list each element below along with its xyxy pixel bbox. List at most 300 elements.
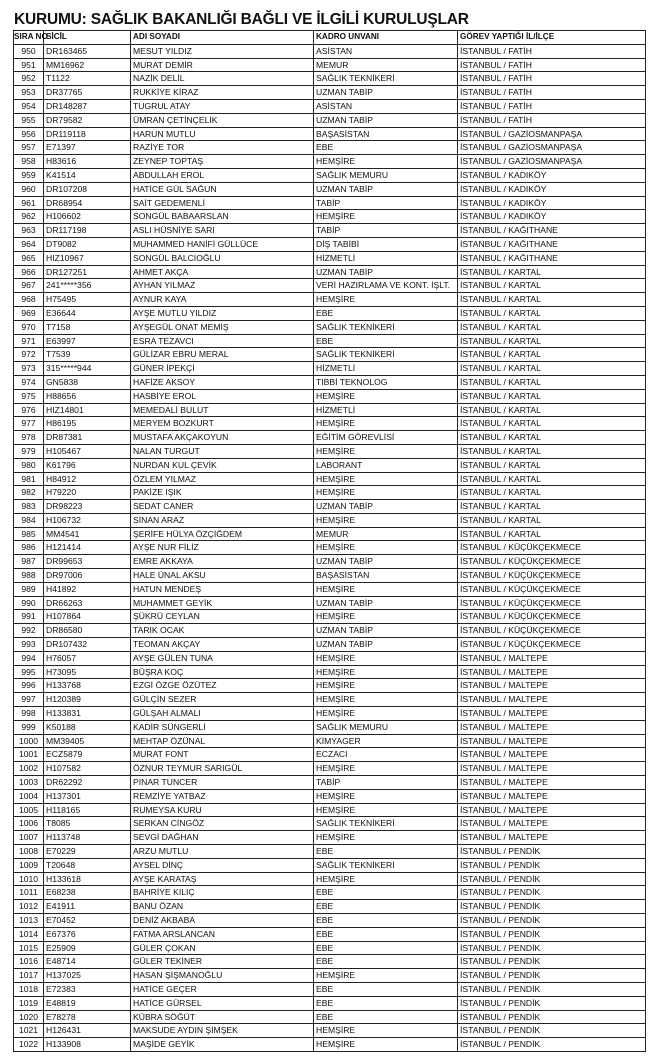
cell-sicil: DR148287 <box>44 99 131 113</box>
cell-sicil: H121414 <box>44 541 131 555</box>
cell-gorev-yeri: İSTANBUL / KÜÇÜKÇEKMECE <box>458 582 646 596</box>
cell-gorev-yeri: İSTANBUL / KARTAL <box>458 265 646 279</box>
cell-sira-no: 995 <box>14 665 44 679</box>
cell-kadro-unvani: BAŞASİSTAN <box>314 127 458 141</box>
table-row <box>14 265 646 279</box>
cell-sicil: E67376 <box>44 927 131 941</box>
cell-adi-soyadi: BANU ÖZAN <box>131 900 314 914</box>
cell-sicil: H120389 <box>44 693 131 707</box>
table-row <box>14 444 646 458</box>
cell-sicil: DR99653 <box>44 555 131 569</box>
cell-gorev-yeri: İSTANBUL / FATİH <box>458 72 646 86</box>
table-row <box>14 210 646 224</box>
cell-adi-soyadi: MESUT YILDIZ <box>131 44 314 58</box>
cell-adi-soyadi: MAŞİDE GEYİK <box>131 1038 314 1052</box>
cell-gorev-yeri: İSTANBUL / PENDİK <box>458 858 646 872</box>
cell-kadro-unvani: MEMUR <box>314 58 458 72</box>
cell-adi-soyadi: PINAR TUNCER <box>131 776 314 790</box>
cell-sira-no: 980 <box>14 458 44 472</box>
cell-sicil: H133831 <box>44 707 131 721</box>
cell-adi-soyadi: KÜBRA SÖĞÜT <box>131 1010 314 1024</box>
cell-adi-soyadi: TEOMAN AKÇAY <box>131 638 314 652</box>
cell-sicil: 315*****944 <box>44 362 131 376</box>
cell-adi-soyadi: SAİT GEDEMENLİ <box>131 196 314 210</box>
cell-gorev-yeri: İSTANBUL / FATİH <box>458 44 646 58</box>
table-row <box>14 168 646 182</box>
cell-gorev-yeri: İSTANBUL / KARTAL <box>458 472 646 486</box>
cell-adi-soyadi: HATİCE GEÇER <box>131 982 314 996</box>
header-sira-no: SIRA NO <box>14 31 44 45</box>
cell-kadro-unvani: SAĞLIK TEKNİKERİ <box>314 858 458 872</box>
cell-gorev-yeri: İSTANBUL / MALTEPE <box>458 707 646 721</box>
cell-sira-no: 955 <box>14 113 44 127</box>
cell-sicil: H41892 <box>44 582 131 596</box>
table-row <box>14 872 646 886</box>
cell-adi-soyadi: RUMEYSA KURU <box>131 803 314 817</box>
cell-sira-no: 976 <box>14 403 44 417</box>
cell-sira-no: 973 <box>14 362 44 376</box>
cell-adi-soyadi: BAHRİYE KILIÇ <box>131 886 314 900</box>
cell-gorev-yeri: İSTANBUL / PENDİK <box>458 969 646 983</box>
cell-gorev-yeri: İSTANBUL / PENDİK <box>458 982 646 996</box>
table-row <box>14 969 646 983</box>
cell-kadro-unvani: KİMYAGER <box>314 734 458 748</box>
cell-kadro-unvani: EBE <box>314 886 458 900</box>
cell-sicil: DR66263 <box>44 596 131 610</box>
cell-sicil: E41911 <box>44 900 131 914</box>
cell-sicil: ECZ5879 <box>44 748 131 762</box>
cell-gorev-yeri: İSTANBUL / PENDİK <box>458 845 646 859</box>
cell-gorev-yeri: İSTANBUL / KARTAL <box>458 513 646 527</box>
cell-kadro-unvani: EBE <box>314 1010 458 1024</box>
cell-kadro-unvani: HEMŞİRE <box>314 693 458 707</box>
cell-kadro-unvani: ASİSTAN <box>314 44 458 58</box>
table-row <box>14 182 646 196</box>
cell-sicil: DR163465 <box>44 44 131 58</box>
cell-gorev-yeri: İSTANBUL / KARTAL <box>458 389 646 403</box>
cell-sira-no: 968 <box>14 293 44 307</box>
cell-sicil: E25909 <box>44 941 131 955</box>
cell-sicil: 241*****356 <box>44 279 131 293</box>
cell-sira-no: 1010 <box>14 872 44 886</box>
cell-adi-soyadi: HASBİYE EROL <box>131 389 314 403</box>
cell-sira-no: 1022 <box>14 1038 44 1052</box>
cell-sicil: DR117198 <box>44 224 131 238</box>
table-row <box>14 582 646 596</box>
cell-sicil: K50188 <box>44 720 131 734</box>
cell-adi-soyadi: SEVGİ DAĞHAN <box>131 831 314 845</box>
cell-kadro-unvani: UZMAN TABİP <box>314 624 458 638</box>
cell-kadro-unvani: HEMŞİRE <box>314 210 458 224</box>
cell-sicil: E68238 <box>44 886 131 900</box>
table-row <box>14 638 646 652</box>
cell-kadro-unvani: SAĞLIK TEKNİKERİ <box>314 320 458 334</box>
cell-adi-soyadi: HARUN MUTLU <box>131 127 314 141</box>
cell-kadro-unvani: HEMŞİRE <box>314 472 458 486</box>
cell-kadro-unvani: HEMŞİRE <box>314 389 458 403</box>
table-row <box>14 555 646 569</box>
cell-sicil: H75495 <box>44 293 131 307</box>
table-row <box>14 99 646 113</box>
cell-gorev-yeri: İSTANBUL / KÜÇÜKÇEKMECE <box>458 610 646 624</box>
cell-sicil: DR68954 <box>44 196 131 210</box>
cell-sira-no: 950 <box>14 44 44 58</box>
table-row <box>14 624 646 638</box>
cell-sicil: T7158 <box>44 320 131 334</box>
cell-gorev-yeri: İSTANBUL / KADIKÖY <box>458 168 646 182</box>
cell-kadro-unvani: HEMŞİRE <box>314 679 458 693</box>
cell-gorev-yeri: İSTANBUL / KARTAL <box>458 403 646 417</box>
cell-adi-soyadi: KADİR SÜNGERLİ <box>131 720 314 734</box>
table-row <box>14 941 646 955</box>
table-row <box>14 58 646 72</box>
cell-sira-no: 964 <box>14 237 44 251</box>
cell-adi-soyadi: ZEYNEP TOPTAŞ <box>131 155 314 169</box>
cell-kadro-unvani: HEMŞİRE <box>314 831 458 845</box>
cell-sira-no: 1017 <box>14 969 44 983</box>
cell-kadro-unvani: HEMŞİRE <box>314 969 458 983</box>
cell-gorev-yeri: İSTANBUL / KARTAL <box>458 458 646 472</box>
cell-sira-no: 1016 <box>14 955 44 969</box>
cell-kadro-unvani: HEMŞİRE <box>314 513 458 527</box>
table-row <box>14 927 646 941</box>
table-row <box>14 431 646 445</box>
cell-sicil: DR86580 <box>44 624 131 638</box>
cell-adi-soyadi: GÜLİZAR EBRU MERAL <box>131 348 314 362</box>
cell-gorev-yeri: İSTANBUL / KARTAL <box>458 306 646 320</box>
cell-gorev-yeri: İSTANBUL / FATİH <box>458 86 646 100</box>
cell-adi-soyadi: MURAT DEMİR <box>131 58 314 72</box>
cell-kadro-unvani: UZMAN TABİP <box>314 113 458 127</box>
cell-adi-soyadi: TARIK OCAK <box>131 624 314 638</box>
cell-adi-soyadi: HATİCE GÜRSEL <box>131 996 314 1010</box>
cell-adi-soyadi: SONGÜL BALCIOĞLU <box>131 251 314 265</box>
cell-kadro-unvani: HEMŞİRE <box>314 665 458 679</box>
cell-kadro-unvani: UZMAN TABİP <box>314 555 458 569</box>
cell-sira-no: 978 <box>14 431 44 445</box>
table-row <box>14 748 646 762</box>
cell-sira-no: 998 <box>14 707 44 721</box>
cell-kadro-unvani: HEMŞİRE <box>314 444 458 458</box>
cell-sicil: H113748 <box>44 831 131 845</box>
cell-gorev-yeri: İSTANBUL / KADIKÖY <box>458 210 646 224</box>
cell-gorev-yeri: İSTANBUL / MALTEPE <box>458 679 646 693</box>
document-title: KURUMU: SAĞLIK BAKANLIĞI BAĞLI VE İLGİLİ KURULUŞLAR <box>14 11 469 28</box>
cell-kadro-unvani: HEMŞİRE <box>314 651 458 665</box>
cell-adi-soyadi: GÜNER İPEKÇİ <box>131 362 314 376</box>
cell-adi-soyadi: ABDULLAH EROL <box>131 168 314 182</box>
cell-sira-no: 961 <box>14 196 44 210</box>
cell-sira-no: 1014 <box>14 927 44 941</box>
cell-sicil: E36644 <box>44 306 131 320</box>
cell-kadro-unvani: SAĞLIK TEKNİKERİ <box>314 817 458 831</box>
cell-sicil: K61796 <box>44 458 131 472</box>
cell-kadro-unvani: HEMŞİRE <box>314 541 458 555</box>
cell-sicil: H106732 <box>44 513 131 527</box>
cell-adi-soyadi: AYŞEGÜL ONAT MEMİŞ <box>131 320 314 334</box>
cell-sicil: E48819 <box>44 996 131 1010</box>
cell-sicil: H126431 <box>44 1024 131 1038</box>
cell-kadro-unvani: UZMAN TABİP <box>314 86 458 100</box>
cell-sira-no: 987 <box>14 555 44 569</box>
table-row <box>14 513 646 527</box>
cell-sira-no: 972 <box>14 348 44 362</box>
cell-kadro-unvani: ASİSTAN <box>314 99 458 113</box>
cell-sicil: H86195 <box>44 417 131 431</box>
cell-sicil: H133908 <box>44 1038 131 1052</box>
cell-sira-no: 988 <box>14 569 44 583</box>
cell-kadro-unvani: EĞİTİM GÖREVLİSİ <box>314 431 458 445</box>
cell-gorev-yeri: İSTANBUL / PENDİK <box>458 927 646 941</box>
cell-gorev-yeri: İSTANBUL / KARTAL <box>458 279 646 293</box>
header-kadro-unvani: KADRO UNVANI <box>314 31 458 45</box>
cell-gorev-yeri: İSTANBUL / KARTAL <box>458 334 646 348</box>
cell-sira-no: 966 <box>14 265 44 279</box>
cell-adi-soyadi: TUGRUL ATAY <box>131 99 314 113</box>
cell-sira-no: 957 <box>14 141 44 155</box>
cell-sicil: DR107432 <box>44 638 131 652</box>
cell-sira-no: 1003 <box>14 776 44 790</box>
cell-gorev-yeri: İSTANBUL / PENDİK <box>458 914 646 928</box>
cell-sicil: T1122 <box>44 72 131 86</box>
table-row <box>14 472 646 486</box>
table-row <box>14 679 646 693</box>
cell-kadro-unvani: ECZACI <box>314 748 458 762</box>
cell-gorev-yeri: İSTANBUL / PENDİK <box>458 1038 646 1052</box>
cell-kadro-unvani: HİZMETLİ <box>314 362 458 376</box>
table-row <box>14 541 646 555</box>
cell-sicil: MM39405 <box>44 734 131 748</box>
cell-gorev-yeri: İSTANBUL / KARTAL <box>458 500 646 514</box>
cell-kadro-unvani: HEMŞİRE <box>314 582 458 596</box>
cell-gorev-yeri: İSTANBUL / PENDİK <box>458 996 646 1010</box>
cell-kadro-unvani: LABORANT <box>314 458 458 472</box>
cell-sira-no: 981 <box>14 472 44 486</box>
cell-gorev-yeri: İSTANBUL / MALTEPE <box>458 817 646 831</box>
cell-sicil: DR97006 <box>44 569 131 583</box>
table-row <box>14 707 646 721</box>
cell-sicil: E72383 <box>44 982 131 996</box>
table-row <box>14 955 646 969</box>
cell-adi-soyadi: HATUN MENDEŞ <box>131 582 314 596</box>
cell-sira-no: 996 <box>14 679 44 693</box>
cell-sicil: DR62292 <box>44 776 131 790</box>
cell-sicil: E70452 <box>44 914 131 928</box>
table-row <box>14 914 646 928</box>
cell-sicil: H107582 <box>44 762 131 776</box>
cell-sicil: H76057 <box>44 651 131 665</box>
cell-sira-no: 1008 <box>14 845 44 859</box>
cell-kadro-unvani: HEMŞİRE <box>314 293 458 307</box>
cell-sira-no: 1015 <box>14 941 44 955</box>
table-row <box>14 1010 646 1024</box>
table-row <box>14 886 646 900</box>
cell-kadro-unvani: BAŞASİSTAN <box>314 569 458 583</box>
cell-sira-no: 953 <box>14 86 44 100</box>
cell-sira-no: 1005 <box>14 803 44 817</box>
cell-adi-soyadi: MEMEDALİ BULUT <box>131 403 314 417</box>
table-row <box>14 44 646 58</box>
cell-sira-no: 991 <box>14 610 44 624</box>
cell-adi-soyadi: GÜLŞAH ALMALI <box>131 707 314 721</box>
cell-sira-no: 989 <box>14 582 44 596</box>
cell-adi-soyadi: ARZU MUTLU <box>131 845 314 859</box>
cell-kadro-unvani: HEMŞİRE <box>314 789 458 803</box>
cell-sicil: MM16962 <box>44 58 131 72</box>
table-row <box>14 720 646 734</box>
cell-sira-no: 954 <box>14 99 44 113</box>
cell-adi-soyadi: GÜLER TEKİNER <box>131 955 314 969</box>
cell-gorev-yeri: İSTANBUL / PENDİK <box>458 955 646 969</box>
cell-kadro-unvani: HEMŞİRE <box>314 417 458 431</box>
cell-gorev-yeri: İSTANBUL / MALTEPE <box>458 734 646 748</box>
cell-sira-no: 986 <box>14 541 44 555</box>
cell-adi-soyadi: ŞERİFE HÜLYA ÖZÇİĞDEM <box>131 527 314 541</box>
cell-adi-soyadi: MURAT FONT <box>131 748 314 762</box>
cell-gorev-yeri: İSTANBUL / FATİH <box>458 113 646 127</box>
cell-gorev-yeri: İSTANBUL / PENDİK <box>458 900 646 914</box>
cell-gorev-yeri: İSTANBUL / KADIKÖY <box>458 196 646 210</box>
cell-adi-soyadi: MUHAMMET GEYİK <box>131 596 314 610</box>
cell-sicil: GN5838 <box>44 375 131 389</box>
cell-sira-no: 960 <box>14 182 44 196</box>
cell-adi-soyadi: SERKAN CİNGÖZ <box>131 817 314 831</box>
cell-gorev-yeri: İSTANBUL / KARTAL <box>458 486 646 500</box>
cell-adi-soyadi: AYNUR KAYA <box>131 293 314 307</box>
cell-adi-soyadi: ESRA TEZAVCI <box>131 334 314 348</box>
cell-sicil: E71397 <box>44 141 131 155</box>
cell-sira-no: 1012 <box>14 900 44 914</box>
cell-sira-no: 1013 <box>14 914 44 928</box>
cell-sicil: E78278 <box>44 1010 131 1024</box>
cell-sicil: H84912 <box>44 472 131 486</box>
cell-sira-no: 1004 <box>14 789 44 803</box>
cell-gorev-yeri: İSTANBUL / MALTEPE <box>458 789 646 803</box>
cell-gorev-yeri: İSTANBUL / KARTAL <box>458 348 646 362</box>
cell-gorev-yeri: İSTANBUL / KÜÇÜKÇEKMECE <box>458 541 646 555</box>
cell-kadro-unvani: HEMŞİRE <box>314 486 458 500</box>
cell-adi-soyadi: HALE ÜNAL AKSU <box>131 569 314 583</box>
cell-sira-no: 975 <box>14 389 44 403</box>
cell-kadro-unvani: MEMUR <box>314 527 458 541</box>
cell-kadro-unvani: EBE <box>314 306 458 320</box>
table-row <box>14 651 646 665</box>
cell-sira-no: 1019 <box>14 996 44 1010</box>
cell-adi-soyadi: HATİCE GÜL SAĞUN <box>131 182 314 196</box>
cell-adi-soyadi: NAZİK DELİL <box>131 72 314 86</box>
table-row <box>14 845 646 859</box>
cell-kadro-unvani: EBE <box>314 845 458 859</box>
table-row <box>14 817 646 831</box>
cell-sicil: E48714 <box>44 955 131 969</box>
cell-gorev-yeri: İSTANBUL / KARTAL <box>458 375 646 389</box>
table-row <box>14 693 646 707</box>
cell-kadro-unvani: VERİ HAZIRLAMA VE KONT. İŞLT. <box>314 279 458 293</box>
cell-sira-no: 970 <box>14 320 44 334</box>
cell-adi-soyadi: AHMET AKÇA <box>131 265 314 279</box>
table-row <box>14 458 646 472</box>
cell-sicil: HIZ14801 <box>44 403 131 417</box>
cell-gorev-yeri: İSTANBUL / KAĞITHANE <box>458 251 646 265</box>
table-row <box>14 306 646 320</box>
table-header-row <box>14 31 646 45</box>
cell-adi-soyadi: MUSTAFA AKÇAKOYUN <box>131 431 314 445</box>
cell-adi-soyadi: HAFİZE AKSOY <box>131 375 314 389</box>
table-row <box>14 86 646 100</box>
cell-sira-no: 979 <box>14 444 44 458</box>
cell-sicil: DR37765 <box>44 86 131 100</box>
cell-gorev-yeri: İSTANBUL / MALTEPE <box>458 720 646 734</box>
cell-kadro-unvani: DİŞ TABİBİ <box>314 237 458 251</box>
cell-sicil: H137301 <box>44 789 131 803</box>
cell-kadro-unvani: UZMAN TABİP <box>314 182 458 196</box>
cell-sicil: H107864 <box>44 610 131 624</box>
table-row <box>14 900 646 914</box>
table-row <box>14 527 646 541</box>
cell-gorev-yeri: İSTANBUL / KAĞITHANE <box>458 237 646 251</box>
cell-gorev-yeri: İSTANBUL / KÜÇÜKÇEKMECE <box>458 624 646 638</box>
cell-kadro-unvani: HEMŞİRE <box>314 610 458 624</box>
table-row <box>14 831 646 845</box>
cell-gorev-yeri: İSTANBUL / KARTAL <box>458 362 646 376</box>
cell-gorev-yeri: İSTANBUL / KÜÇÜKÇEKMECE <box>458 596 646 610</box>
cell-sira-no: 971 <box>14 334 44 348</box>
table-row <box>14 858 646 872</box>
cell-kadro-unvani: EBE <box>314 996 458 1010</box>
table-row <box>14 1038 646 1052</box>
cell-adi-soyadi: PAKİZE IŞIK <box>131 486 314 500</box>
cell-gorev-yeri: İSTANBUL / GAZİOSMANPAŞA <box>458 155 646 169</box>
cell-sira-no: 997 <box>14 693 44 707</box>
table-row <box>14 982 646 996</box>
table-row <box>14 362 646 376</box>
cell-kadro-unvani: HEMŞİRE <box>314 707 458 721</box>
table-row <box>14 762 646 776</box>
cell-sicil: T20648 <box>44 858 131 872</box>
cell-gorev-yeri: İSTANBUL / FATİH <box>458 99 646 113</box>
table-row <box>14 610 646 624</box>
cell-kadro-unvani: UZMAN TABİP <box>314 638 458 652</box>
cell-gorev-yeri: İSTANBUL / KARTAL <box>458 444 646 458</box>
cell-gorev-yeri: İSTANBUL / MALTEPE <box>458 693 646 707</box>
cell-adi-soyadi: ÖZNUR TEYMUR SARIGÜL <box>131 762 314 776</box>
cell-adi-soyadi: ÜMRAN ÇETİNÇELİK <box>131 113 314 127</box>
cell-sira-no: 992 <box>14 624 44 638</box>
cell-gorev-yeri: İSTANBUL / KÜÇÜKÇEKMECE <box>458 569 646 583</box>
table-row <box>14 486 646 500</box>
table-row <box>14 803 646 817</box>
cell-gorev-yeri: İSTANBUL / KARTAL <box>458 320 646 334</box>
cell-sicil: DR127251 <box>44 265 131 279</box>
cell-gorev-yeri: İSTANBUL / KARTAL <box>458 527 646 541</box>
cell-gorev-yeri: İSTANBUL / MALTEPE <box>458 665 646 679</box>
cell-gorev-yeri: İSTANBUL / FATİH <box>458 58 646 72</box>
table-row <box>14 789 646 803</box>
cell-adi-soyadi: NURDAN KUL ÇEVİK <box>131 458 314 472</box>
cell-sira-no: 999 <box>14 720 44 734</box>
cell-gorev-yeri: İSTANBUL / PENDİK <box>458 1024 646 1038</box>
cell-kadro-unvani: SAĞLIK TEKNİKERİ <box>314 348 458 362</box>
table-row <box>14 293 646 307</box>
cell-adi-soyadi: MERYEM BOZKURT <box>131 417 314 431</box>
cell-sicil: T8085 <box>44 817 131 831</box>
cell-sicil: HIZ10967 <box>44 251 131 265</box>
cell-adi-soyadi: SONGÜL BABAARSLAN <box>131 210 314 224</box>
cell-gorev-yeri: İSTANBUL / KAĞITHANE <box>458 224 646 238</box>
header-sicil: SİCİL <box>44 31 131 45</box>
cell-sicil: K41514 <box>44 168 131 182</box>
cell-kadro-unvani: UZMAN TABİP <box>314 265 458 279</box>
